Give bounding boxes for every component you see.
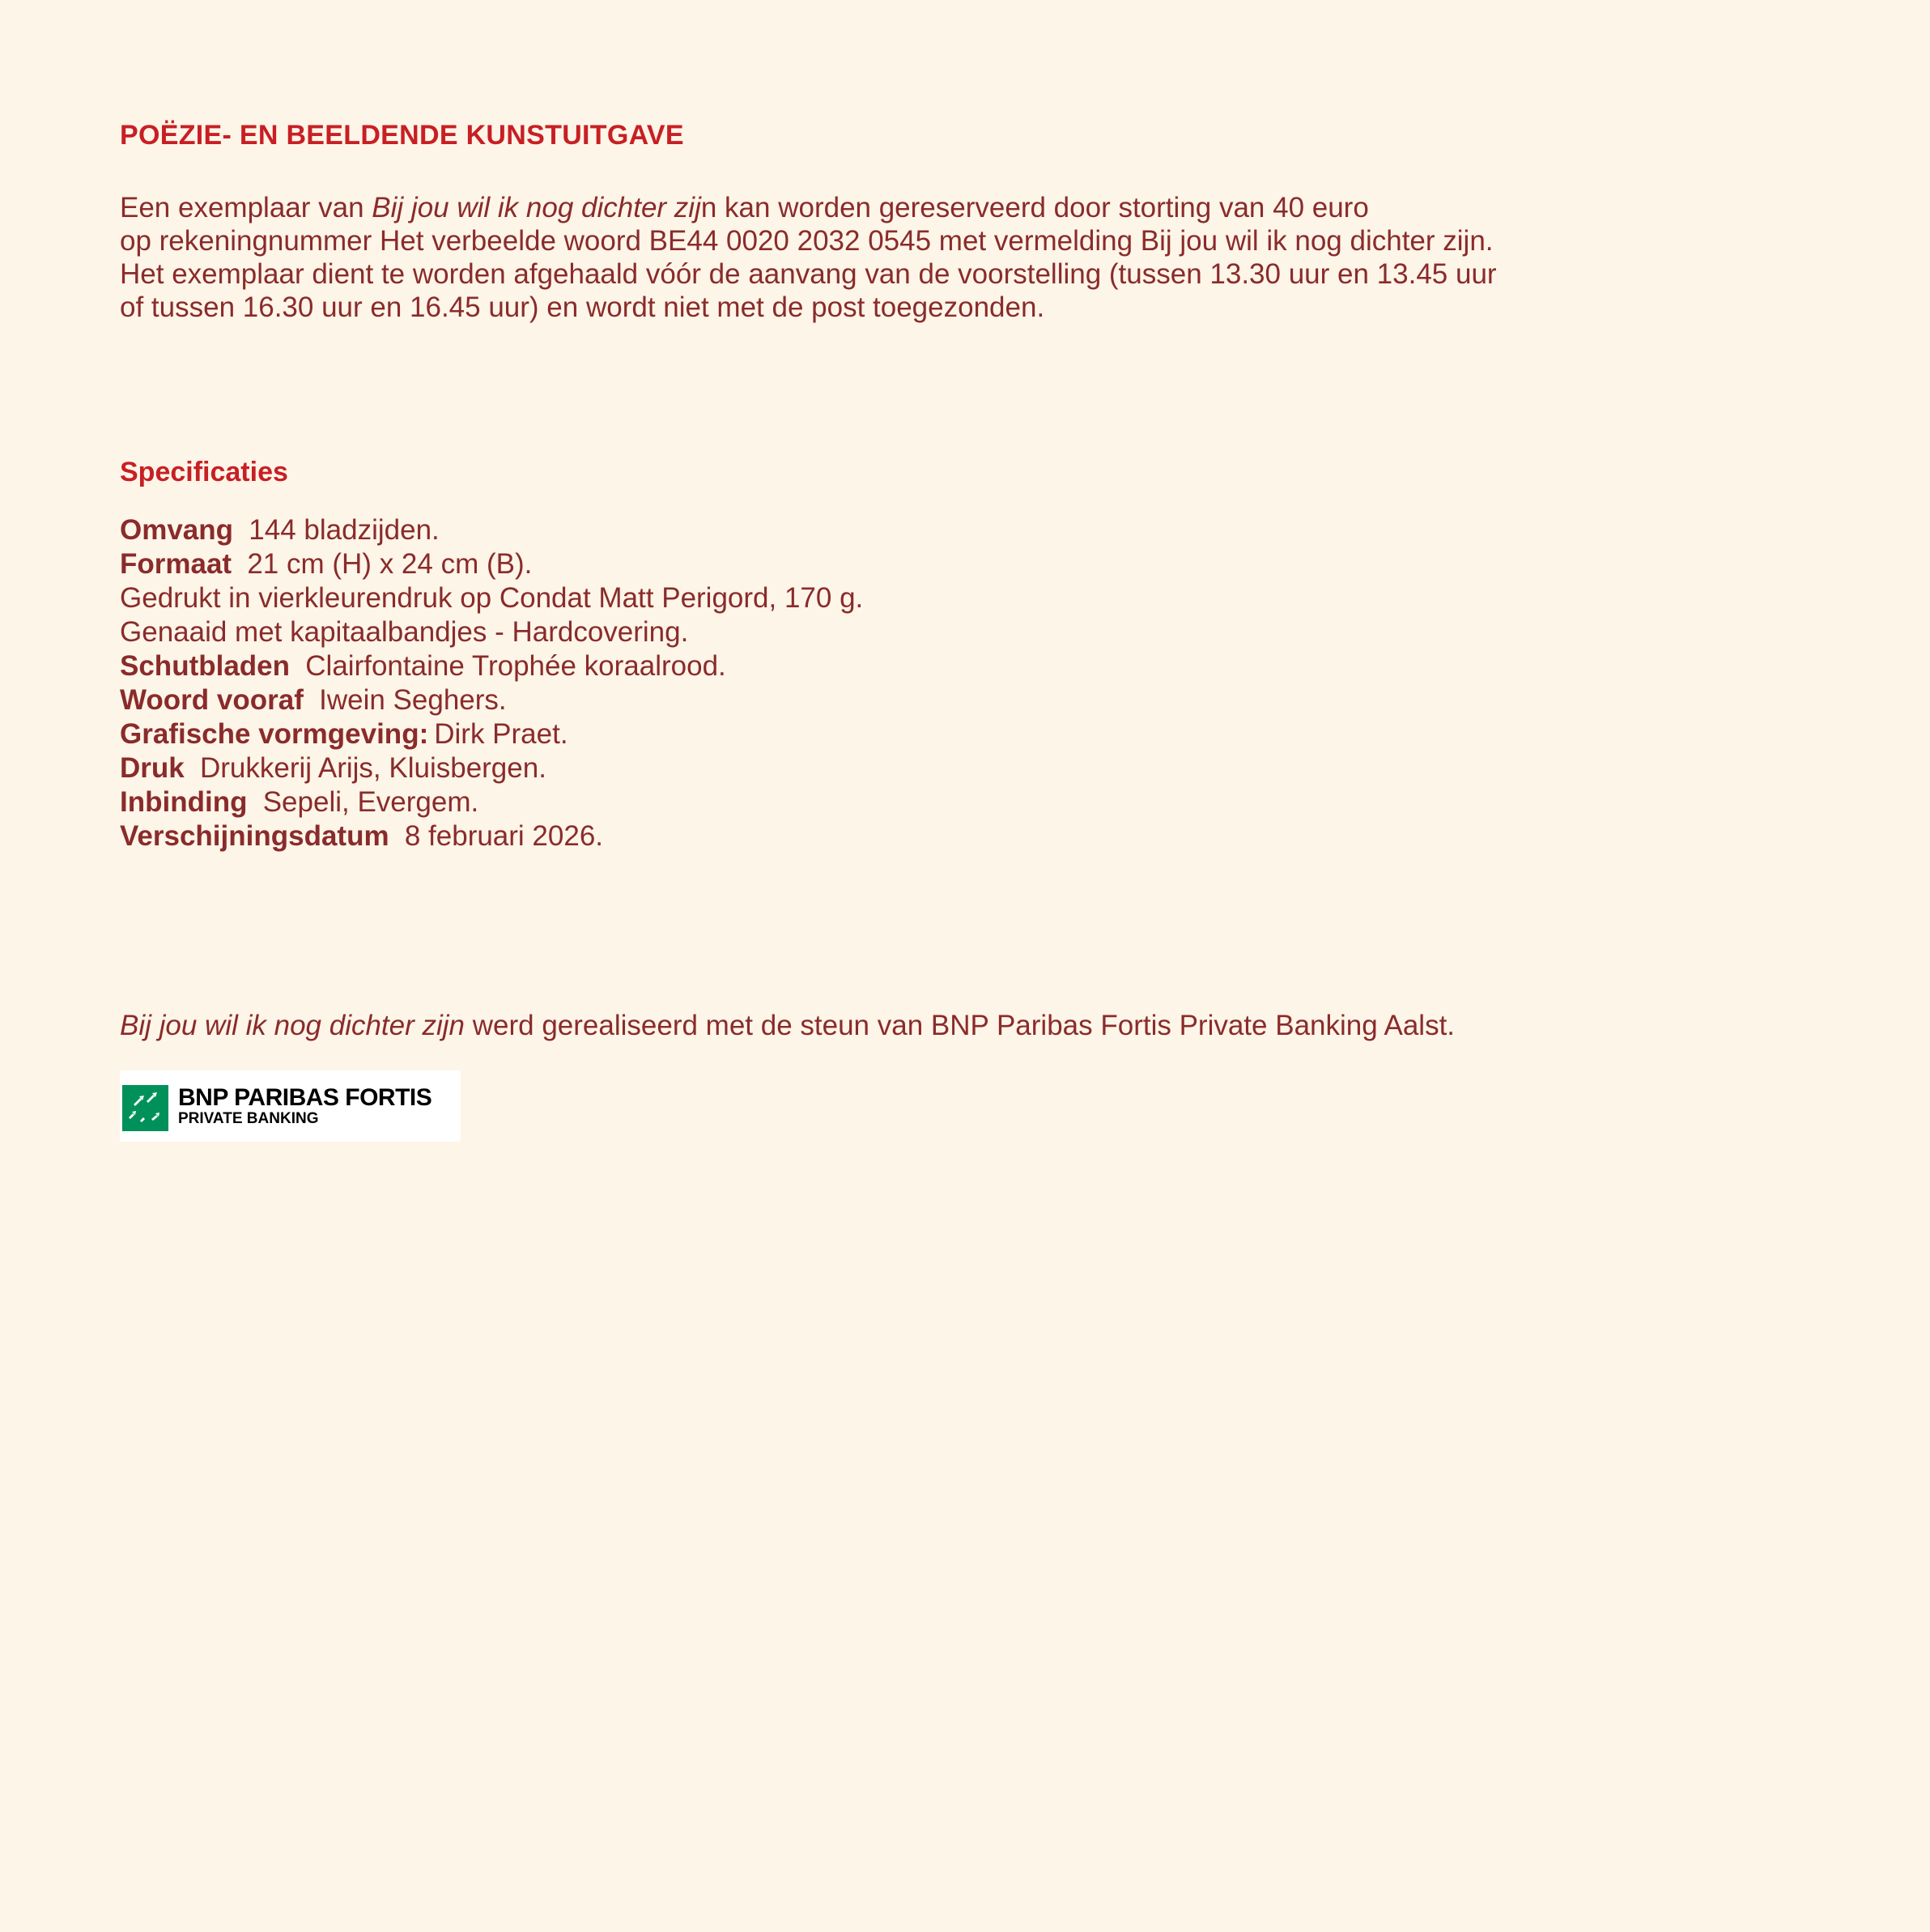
intro-line-1: Een exemplaar van Bij jou wil ik nog dichter zijn kan worden gereserveerd door storting van 40 euro	[120, 192, 1369, 223]
spec-value: 144 bladzijden.	[249, 514, 440, 546]
spec-label: Inbinding	[120, 786, 248, 818]
sponsor-text: werd gerealiseerd met de steun van BNP Paribas Fortis Private Banking Aalst.	[465, 1010, 1456, 1041]
spec-label: Formaat	[120, 548, 232, 580]
spec-label: Woord vooraf	[120, 684, 304, 716]
spec-row	[120, 819, 863, 853]
logo-subtitle: PRIVATE BANKING	[178, 1110, 319, 1127]
spec-value: Genaaid met kapitaalbandjes - Hardcovering.	[120, 616, 689, 648]
specifications-heading: Specificaties	[120, 457, 288, 487]
spec-label: Grafische vormgeving:	[120, 718, 429, 750]
spec-label: Verschijningsdatum	[120, 820, 389, 852]
sponsor-statement	[120, 1009, 1455, 1043]
spec-value: Dirk Praet.	[434, 718, 568, 750]
intro-line-3: Het exemplaar dient te worden afgehaald vóór de aanvang van de voorstelling (tussen 13.30 uur en 13.45 uur	[120, 258, 1497, 290]
spec-label: Druk	[120, 752, 185, 784]
spec-value: Clairfontaine Trophée koraalrood.	[305, 650, 726, 682]
spec-row	[120, 649, 863, 683]
spec-row	[120, 513, 863, 547]
spec-value: Gedrukt in vierkleurendruk op Condat Matt Perigord, 170 g.	[120, 582, 864, 614]
spec-value: Iwein Seghers.	[319, 684, 507, 716]
spec-row	[120, 547, 863, 581]
intro-line-2: op rekeningnummer Het verbeelde woord BE44 0020 2032 0545 met vermelding Bij jou wil ik nog dichter zijn.	[120, 225, 1494, 257]
spec-value: 21 cm (H) x 24 cm (B).	[247, 548, 533, 580]
bnp-paribas-fortis-logo	[120, 1070, 461, 1142]
spec-row	[120, 581, 863, 615]
book-title: Bij jou wil ik nog dichter zij	[372, 192, 701, 223]
edition-heading: POËZIE- EN BEELDENDE KUNSTUITGAVE	[120, 120, 684, 151]
spec-label: Omvang	[120, 514, 234, 546]
specifications-list	[120, 513, 863, 853]
bnp-stars-icon	[122, 1085, 168, 1131]
spec-row	[120, 615, 863, 649]
spec-row	[120, 751, 863, 785]
spec-value: 8 februari 2026.	[404, 820, 604, 852]
bnp-stars-icon-svg	[122, 1085, 168, 1131]
reservation-paragraph	[120, 191, 1868, 324]
sponsor-book-title: Bij jou wil ik nog dichter zijn	[120, 1010, 465, 1041]
spec-row	[120, 717, 863, 751]
intro-line-4: of tussen 16.30 uur en 16.45 uur) en wordt niet met de post toegezonden.	[120, 292, 1045, 323]
logo-name: BNP PARIBAS FORTIS	[178, 1084, 432, 1111]
spec-row	[120, 683, 863, 717]
spec-row	[120, 785, 863, 819]
spec-label: Schutbladen	[120, 650, 291, 682]
spec-value: Drukkerij Arijs, Kluisbergen.	[200, 752, 546, 784]
spec-value: Sepeli, Evergem.	[262, 786, 479, 818]
